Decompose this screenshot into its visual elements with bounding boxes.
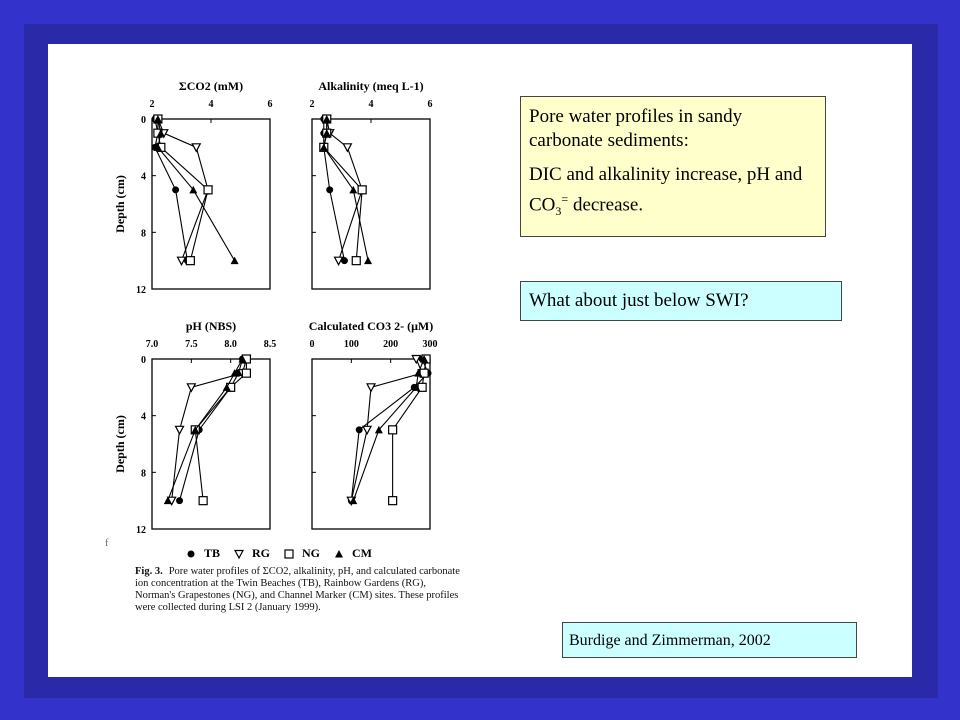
legend-label: NG <box>302 546 321 560</box>
y-tick-label: 0 <box>141 115 146 126</box>
point-ng <box>186 257 194 265</box>
legend-label: CM <box>352 546 373 560</box>
figure-legend <box>186 546 380 561</box>
y-tick-label: 12 <box>136 525 146 536</box>
x-tick-label: 4 <box>208 99 214 110</box>
chart-carbonate-ion <box>280 314 450 544</box>
chart-ph <box>110 314 280 544</box>
point-ng <box>389 426 397 434</box>
x-tick-label: 7.5 <box>185 339 198 350</box>
y-tick-label: 8 <box>141 468 146 480</box>
point-rg <box>187 384 195 392</box>
chart-title: pH (NBS) <box>185 319 237 333</box>
y-tick-label: 4 <box>141 411 146 423</box>
summary-line-1: Pore water profiles in sandy carbonate sediments: <box>529 106 743 151</box>
chart-alkalinity <box>280 74 450 304</box>
caption-text: Pore water profiles of ΣCO2, alkalinity, pH, and calculated carbonate ion concentration at the Twin Beaches (TB), Rainbow Gardens (RG), Norman's Grapestones (NG), and Channel Marker (CM) sites. These profiles were collected during LSI 2 (January 1999). <box>135 566 460 613</box>
y-tick-label: 8 <box>141 228 146 240</box>
y-axis-label: Depth (cm) <box>113 415 127 473</box>
figure-caption <box>135 566 465 614</box>
point-tb <box>176 497 183 504</box>
point-rg <box>367 384 375 392</box>
citation-box: Burdige and Zimmerman, 2002 <box>562 622 857 658</box>
chart-sum-co2 <box>110 74 280 304</box>
y-tick-label: 4 <box>141 171 146 183</box>
x-tick-label: 8.0 <box>224 339 237 350</box>
point-ng <box>358 186 366 194</box>
x-tick-label: 6 <box>427 99 433 110</box>
question-box: What about just below SWI? <box>520 281 842 321</box>
x-tick-label: 8.5 <box>263 339 277 350</box>
point-tb <box>356 426 363 433</box>
legend-marker-circle <box>188 550 195 557</box>
legend-label: TB <box>204 546 221 560</box>
point-cm <box>349 186 357 194</box>
x-tick-label: 2 <box>149 99 155 110</box>
series-line-tb <box>180 359 243 501</box>
x-tick-label: 100 <box>343 339 359 350</box>
point-ng <box>204 186 212 194</box>
point-tb <box>172 186 179 193</box>
point-cm <box>231 257 239 265</box>
legend-marker <box>186 549 196 559</box>
series-line-ng <box>195 359 246 501</box>
legend-item-rg <box>234 546 270 561</box>
y-tick-label: 0 <box>141 355 146 366</box>
legend-item-tb <box>186 546 220 561</box>
x-tick-label: 0 <box>309 339 315 350</box>
point-ng <box>199 497 207 505</box>
legend-item-cm <box>334 546 372 561</box>
y-tick-label: 12 <box>136 285 146 296</box>
legend-marker <box>334 549 344 559</box>
point-cm <box>364 257 372 265</box>
x-tick-label: 300 <box>422 339 438 350</box>
legend-marker-tri-down <box>235 550 243 558</box>
x-tick-label: 6 <box>267 99 273 110</box>
x-tick-label: 200 <box>383 339 399 350</box>
point-ng <box>389 497 397 505</box>
series-line-rg <box>158 119 208 261</box>
legend-marker-tri-up <box>335 550 343 558</box>
x-tick-label: 7.0 <box>145 339 159 350</box>
summary-box <box>520 96 826 237</box>
point-rg <box>363 426 371 434</box>
chart-title: Calculated CO3 2- (μM) <box>308 319 434 333</box>
side-mark: f <box>105 538 109 549</box>
caption-fig-label: Fig. 3. <box>135 566 163 577</box>
point-rg <box>176 426 184 434</box>
legend-item-ng <box>284 546 320 561</box>
series-line-cm <box>158 119 235 261</box>
point-tb <box>326 186 333 193</box>
x-tick-label: 2 <box>309 99 315 110</box>
series-line-ng <box>158 119 208 261</box>
legend-marker <box>234 549 244 559</box>
summary-line-2: DIC and alkalinity increase, pH and $CO_3^=$ decrease. <box>529 164 803 219</box>
legend-marker <box>284 549 294 559</box>
legend-marker-square <box>285 550 293 558</box>
y-axis-label: Depth (cm) <box>113 175 127 233</box>
x-tick-label: 4 <box>368 99 374 110</box>
point-ng <box>242 369 250 377</box>
point-ng <box>352 257 360 265</box>
chart-title: Alkalinity (meq L-1) <box>318 79 424 93</box>
legend-label: RG <box>252 546 271 560</box>
point-rg <box>343 144 351 152</box>
plot-frame <box>152 119 270 289</box>
chart-title: ΣCO2 (mM) <box>178 79 244 93</box>
point-rg <box>192 144 200 152</box>
